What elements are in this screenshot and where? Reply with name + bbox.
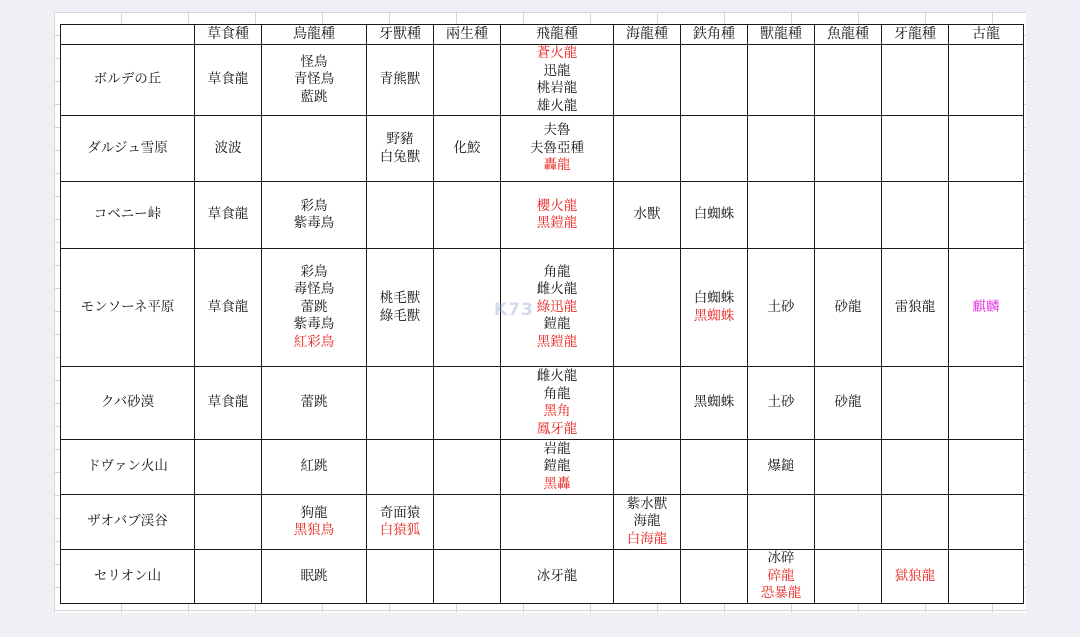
table-cell xyxy=(501,495,614,550)
table-row xyxy=(61,367,1024,440)
monster-name: 夫魯亞種 xyxy=(530,139,584,156)
table-cell xyxy=(501,182,614,249)
table-cell xyxy=(262,550,367,604)
table-cell xyxy=(501,116,614,182)
monster-name: 恐暴龍 xyxy=(760,585,802,601)
region-label: ボルデの丘 xyxy=(61,45,195,116)
table-cell xyxy=(882,550,949,604)
monster-name: 草食龍 xyxy=(207,71,249,88)
monster-name: 青怪鳥 xyxy=(293,71,335,88)
table-cell xyxy=(434,440,501,495)
header-row xyxy=(61,25,1024,45)
table-row xyxy=(61,440,1024,495)
table-cell xyxy=(262,116,367,182)
region-label: ダルジュ雪原 xyxy=(61,116,195,182)
monster-name: 蒼火龍 xyxy=(536,45,578,61)
table-cell xyxy=(882,116,949,182)
table-cell xyxy=(434,550,501,604)
table-cell xyxy=(434,249,501,367)
table-cell xyxy=(748,550,815,604)
table-cell xyxy=(949,116,1024,182)
monster-name: 黑轟 xyxy=(543,475,571,492)
monster-name: 黑蜘蛛 xyxy=(693,307,735,324)
monster-name: 黑狼鳥 xyxy=(293,522,335,538)
table-cell xyxy=(367,550,434,604)
monster-name: 白兔獸 xyxy=(379,148,421,165)
table-cell xyxy=(949,249,1024,367)
monster-name: 黑鎧龍 xyxy=(536,333,578,350)
table-cell xyxy=(195,367,262,440)
column-header: 兩生種 xyxy=(434,25,501,45)
monster-name: 轟龍 xyxy=(543,157,571,174)
monster-name: 雌火龍 xyxy=(536,281,578,298)
table-cell xyxy=(195,116,262,182)
table-cell xyxy=(195,249,262,367)
monster-name: 雄火龍 xyxy=(536,97,578,114)
region-label: ザオバブ渓谷 xyxy=(61,495,195,550)
table-cell xyxy=(367,249,434,367)
table-cell xyxy=(501,440,614,495)
monster-name: 紫水獸 xyxy=(626,495,668,512)
table-cell xyxy=(815,495,882,550)
table-cell xyxy=(748,495,815,550)
monster-name: 麒麟 xyxy=(972,298,1000,315)
monster-name: 獄狼龍 xyxy=(894,567,936,584)
monster-name: 雷狼龍 xyxy=(894,298,936,315)
region-label: コベニー峠 xyxy=(61,182,195,249)
monster-name: 鎧龍 xyxy=(543,316,571,333)
table-cell xyxy=(681,440,748,495)
table-cell xyxy=(614,440,681,495)
monster-name: 雌火龍 xyxy=(536,368,578,384)
monster-name: 綠毛獸 xyxy=(379,307,421,324)
table-cell xyxy=(614,116,681,182)
table-cell xyxy=(815,182,882,249)
monster-name: 藍跳 xyxy=(300,88,328,105)
region-label: セリオン山 xyxy=(61,550,195,604)
column-header: 魚龍種 xyxy=(815,25,882,45)
column-header: 古龍 xyxy=(949,25,1024,45)
table-cell xyxy=(195,182,262,249)
table-cell xyxy=(815,550,882,604)
monster-name: 角龍 xyxy=(543,385,571,402)
table-cell xyxy=(195,45,262,116)
table-cell xyxy=(882,495,949,550)
table-cell xyxy=(949,182,1024,249)
table-cell xyxy=(748,116,815,182)
column-header: 飛龍種 xyxy=(501,25,614,45)
table-cell xyxy=(367,45,434,116)
monster-name: 蕾跳 xyxy=(300,298,328,315)
table-cell xyxy=(501,550,614,604)
monster-name: 冰牙龍 xyxy=(536,567,578,584)
monster-name: 迅龍 xyxy=(543,62,571,79)
monster-name: 彩鳥 xyxy=(300,197,328,214)
header-corner xyxy=(61,25,195,45)
table-cell xyxy=(815,116,882,182)
monster-name: 草食龍 xyxy=(207,206,249,223)
column-header: 海龍種 xyxy=(614,25,681,45)
table-cell xyxy=(262,367,367,440)
table-cell xyxy=(262,440,367,495)
table-cell xyxy=(367,116,434,182)
monster-name: 土砂 xyxy=(767,394,795,411)
table-cell xyxy=(748,182,815,249)
table-cell xyxy=(614,550,681,604)
table-cell xyxy=(882,45,949,116)
table-cell xyxy=(681,495,748,550)
table-cell xyxy=(748,367,815,440)
monster-name: 砂龍 xyxy=(834,298,862,315)
monster-name: 綠迅龍 xyxy=(536,298,578,315)
table-cell xyxy=(681,116,748,182)
monster-name: 怪鳥 xyxy=(300,53,328,70)
monster-name: 桃岩龍 xyxy=(536,80,578,96)
monster-name: 紅跳 xyxy=(300,458,328,475)
monster-name: 紫毒鳥 xyxy=(293,316,335,333)
table-row xyxy=(61,116,1024,182)
table-cell xyxy=(501,249,614,367)
table-row xyxy=(61,249,1024,367)
monster-name: 砂龍 xyxy=(834,394,862,411)
monster-name: 波波 xyxy=(214,139,242,156)
table-cell xyxy=(882,367,949,440)
table-cell xyxy=(614,249,681,367)
table-cell xyxy=(748,249,815,367)
monster-name: 土砂 xyxy=(767,298,795,315)
monster-name: 黑鎧龍 xyxy=(536,215,578,231)
monster-name: 紫毒鳥 xyxy=(293,215,335,231)
table-cell xyxy=(434,116,501,182)
monster-name: 草食龍 xyxy=(207,394,249,411)
column-header: 鉄角種 xyxy=(681,25,748,45)
table-cell xyxy=(614,367,681,440)
table-cell xyxy=(748,45,815,116)
monster-name: 櫻火龍 xyxy=(536,197,578,214)
table-cell xyxy=(681,45,748,116)
table-row xyxy=(61,495,1024,550)
table-cell xyxy=(882,249,949,367)
monster-name: 夫魯 xyxy=(543,122,571,139)
monster-name: 紅彩鳥 xyxy=(293,333,335,350)
monster-name: 白蜘蛛 xyxy=(693,290,735,306)
table-cell xyxy=(262,45,367,116)
monster-name: 爆鎚 xyxy=(767,458,795,475)
table-cell xyxy=(367,440,434,495)
monster-name: 桃毛獸 xyxy=(379,290,421,306)
table-row xyxy=(61,182,1024,249)
table-cell xyxy=(501,367,614,440)
monster-name: 眠跳 xyxy=(300,567,328,584)
table-cell xyxy=(195,550,262,604)
column-header: 鳥龍種 xyxy=(262,25,367,45)
table-cell xyxy=(949,495,1024,550)
column-header: 牙獸種 xyxy=(367,25,434,45)
monster-name: 白猿狐 xyxy=(379,522,421,538)
table-cell xyxy=(614,495,681,550)
table-cell xyxy=(681,550,748,604)
table-cell xyxy=(367,495,434,550)
table-cell xyxy=(949,550,1024,604)
region-label: モンソーネ平原 xyxy=(61,249,195,367)
watermark-logo: K73 xyxy=(494,300,534,320)
monster-name: 彩鳥 xyxy=(300,263,328,280)
monster-name: 黑蜘蛛 xyxy=(693,394,735,411)
table-cell xyxy=(882,182,949,249)
table-cell xyxy=(614,182,681,249)
monster-habitat-table xyxy=(60,24,1024,604)
monster-name: 狗龍 xyxy=(300,504,328,521)
column-header: 獸龍種 xyxy=(748,25,815,45)
table-cell xyxy=(262,249,367,367)
monster-name: 白海龍 xyxy=(626,530,668,547)
table-cell xyxy=(434,45,501,116)
monster-name: 蕾跳 xyxy=(300,394,328,411)
table-cell xyxy=(262,182,367,249)
monster-name: 角龍 xyxy=(543,263,571,280)
table-cell xyxy=(367,367,434,440)
monster-name: 岩龍 xyxy=(543,440,571,457)
region-label: ドヴァン火山 xyxy=(61,440,195,495)
table-cell xyxy=(882,440,949,495)
monster-name: 野豬 xyxy=(386,131,414,147)
column-header: 草食種 xyxy=(195,25,262,45)
table-cell xyxy=(815,367,882,440)
table-cell xyxy=(815,440,882,495)
monster-name: 碎龍 xyxy=(767,567,795,584)
table-cell xyxy=(949,367,1024,440)
column-header: 牙龍種 xyxy=(882,25,949,45)
table-cell xyxy=(195,495,262,550)
monster-name: 海龍 xyxy=(633,513,661,530)
table-cell xyxy=(681,367,748,440)
table-cell xyxy=(367,182,434,249)
monster-name: 奇面猿 xyxy=(379,504,421,521)
table-cell xyxy=(434,367,501,440)
table-row xyxy=(61,45,1024,116)
table-cell xyxy=(815,45,882,116)
monster-name: 化鮫 xyxy=(453,139,481,156)
monster-name: 草食龍 xyxy=(207,298,249,315)
monster-name: 毒怪鳥 xyxy=(293,281,335,298)
table-cell xyxy=(262,495,367,550)
table-cell xyxy=(949,45,1024,116)
table-cell xyxy=(434,495,501,550)
table-cell xyxy=(501,45,614,116)
table-cell xyxy=(681,182,748,249)
table-cell xyxy=(614,45,681,116)
monster-name: 白蜘蛛 xyxy=(693,206,735,223)
monster-name: 水獸 xyxy=(633,206,661,223)
monster-name: 鳳牙龍 xyxy=(536,420,578,437)
region-label: クバ砂漠 xyxy=(61,367,195,440)
monster-name: 冰碎 xyxy=(767,550,795,566)
table-cell xyxy=(815,249,882,367)
table-row xyxy=(61,550,1024,604)
monster-name: 青熊獸 xyxy=(379,71,421,88)
monster-name: 鎧龍 xyxy=(543,458,571,475)
table-cell xyxy=(434,182,501,249)
table-cell xyxy=(748,440,815,495)
table-cell xyxy=(681,249,748,367)
table-cell xyxy=(949,440,1024,495)
table-cell xyxy=(195,440,262,495)
monster-name: 黑角 xyxy=(543,403,571,419)
